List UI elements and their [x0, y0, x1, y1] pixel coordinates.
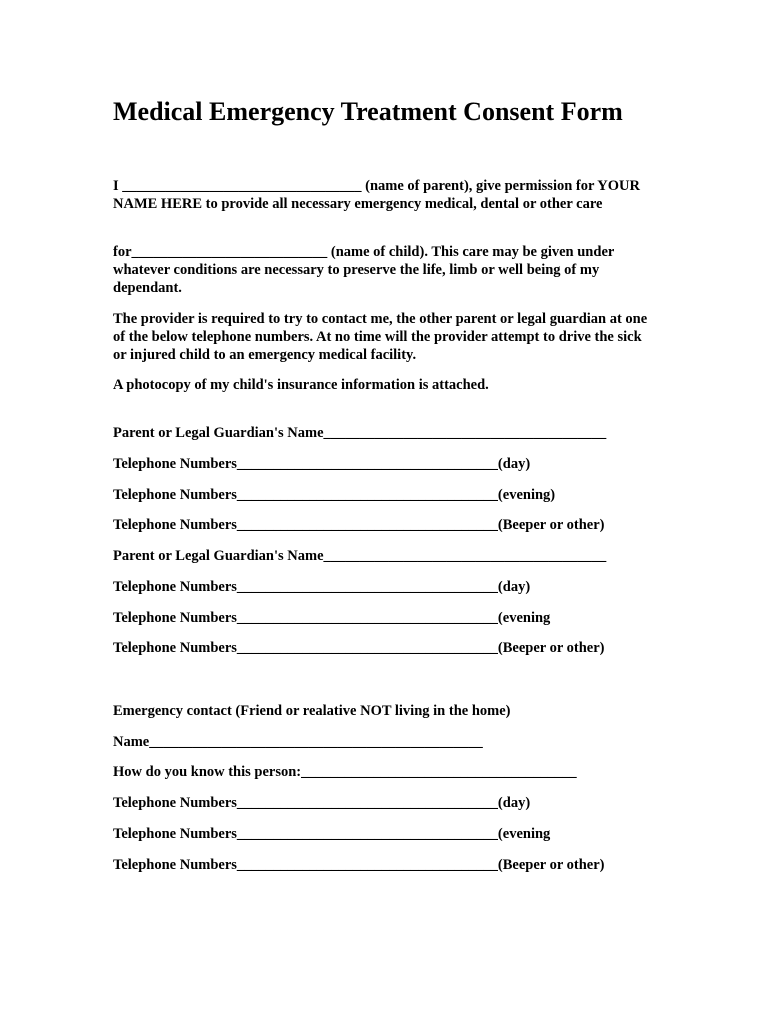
emergency-contact-heading: Emergency contact (Friend or realative NOT living in the home): [113, 703, 511, 719]
guardian-1-phone-beeper-field[interactable]: Telephone Numbers____________________________________(Beeper or other): [113, 517, 605, 533]
emergency-relation-field[interactable]: How do you know this person:______________________________________: [113, 764, 577, 780]
guardian-1-name-field[interactable]: Parent or Legal Guardian's Name_______________________________________: [113, 425, 607, 441]
child-care-paragraph: for___________________________ (name of child). This care may be given under whatever conditions are necessary to preserve the life, limb or well being of my dependant.: [113, 244, 615, 296]
guardian-2-phone-beeper-field[interactable]: Telephone Numbers____________________________________(Beeper or other): [113, 640, 605, 656]
guardian-2-phone-evening-field[interactable]: Telephone Numbers____________________________________(evening: [113, 610, 551, 626]
emergency-name-field[interactable]: Name______________________________________________: [113, 734, 483, 750]
provider-contact-paragraph: The provider is required to try to contact me, the other parent or legal guardian at one of the below telephone numbers. At no time will the provider attempt to drive the sick or injured child to an emergency medical facility.: [113, 311, 648, 363]
emergency-phone-beeper-field[interactable]: Telephone Numbers____________________________________(Beeper or other): [113, 857, 605, 873]
form-title: Medical Emergency Treatment Consent Form: [113, 97, 623, 126]
guardian-2-name-field[interactable]: Parent or Legal Guardian's Name_______________________________________: [113, 548, 607, 564]
parent-permission-paragraph: I _________________________________ (name of parent), give permission for YOUR NAME HERE to provide all necessary emergency medical, dental or other care: [113, 178, 640, 212]
emergency-phone-day-field[interactable]: Telephone Numbers____________________________________(day): [113, 795, 531, 811]
emergency-phone-evening-field[interactable]: Telephone Numbers____________________________________(evening: [113, 826, 551, 842]
guardian-1-phone-day-field[interactable]: Telephone Numbers____________________________________(day): [113, 456, 531, 472]
guardian-2-phone-day-field[interactable]: Telephone Numbers____________________________________(day): [113, 579, 531, 595]
guardian-1-phone-evening-field[interactable]: Telephone Numbers____________________________________(evening): [113, 487, 556, 503]
insurance-paragraph: A photocopy of my child's insurance information is attached.: [113, 377, 489, 393]
